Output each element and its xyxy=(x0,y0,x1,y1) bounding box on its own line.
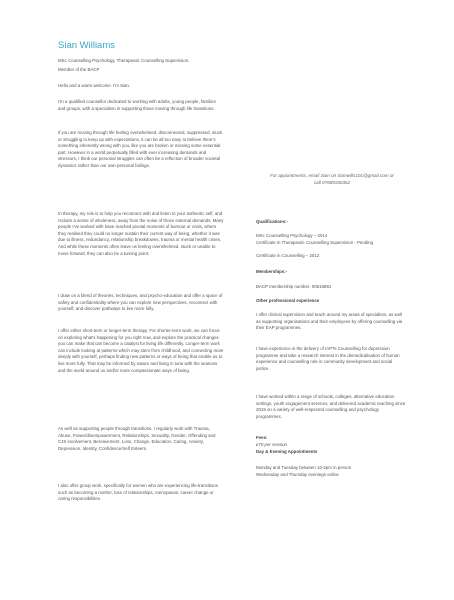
days-line-in-person: Monday and Tuesday between 10-2pm in person xyxy=(256,465,352,470)
memberships-heading: Memberships:- xyxy=(256,269,288,274)
membership-number: BACP membership number: 00616881 xyxy=(256,284,332,289)
welcome-paragraph: Hello and a warm welcome. I'm Sian. xyxy=(58,83,131,88)
fees-amount: £70 per session xyxy=(256,442,287,447)
specialisms-paragraph: As well as supporting people through transitions, I regularly work with Trauma, Abuse, Power/disempowerment, Relationships, Sexuality, Gender, Offending and CJS involvement, Bereavement, Loss, Change, Education, Caring, Anxiety, Depression, Identity, Confidence/Self Esteem. xyxy=(58,426,216,451)
appointments-note: For appointments, email Sian on Sianwills101@gmail.com or call 07889180362 xyxy=(270,173,394,185)
group-work-paragraph: I also offer group work, specifically for women who are experiencing life-transitions such as becoming a mother, loss of relationships, menopause, career change or caring responsibilities. xyxy=(58,483,219,502)
approach-paragraph: I draw on a blend of theories, techniques, and psycho-education and offer a space of safety and confidentiality where you can explore new perspectives, reconnect with yourself, and discover pathways to live more fully. xyxy=(58,293,223,312)
membership-text: Member of the BACP xyxy=(58,67,100,72)
fees-heading: Fees: xyxy=(256,435,268,440)
appointments-days-heading: Day & Evening Appointments xyxy=(256,449,318,454)
qualification-item: Certificate in Counselling – 2012 xyxy=(256,253,320,258)
qualifications-heading: Qualifications:- xyxy=(256,219,288,224)
qualification-item: MSc Counselling Psychology – 2014 xyxy=(256,233,328,238)
therapy-length-paragraph: I offer either short-term or longer-term therapy. For shorter-term work, we can focus on exploring what's happening for you right now, and explore the practical changes you can make that can become a catalyst for living life differently. Longer-term work can include looking at patterns which may stem from childhood, and connecting more deeply with yourself, perhaps finding new patterns or ways of being that enable us to live more fully. That may be informed by nature and living in tune with the seasons and the world around us and/or more compassionate ways of being. xyxy=(58,328,224,373)
therapy-role-paragraph: In therapy, my role is to help you reconnect with and listen to your authentic self, and reclaim a sense of wholeness, away from the noise of those external demands. Many people I've worked with have reached pivotal moments of burnout or crisis, where they realised they could no longer sustain their current way of being, whether it was due to illness, redundancy, relationship breakdowns, trauma or mental health crises. And while these moments often leave us feeling overwhelmed, stuck or unable to move forward, they can also be a turning point. xyxy=(58,211,224,256)
supervision-paragraph: I offer clinical supervision and teach around my areas of specialism, as well as supporting organisations and their employees by offering counselling via their EAP programmes. xyxy=(256,312,403,331)
iapt-paragraph: I have experience in the delivery of IAPTs Counselling for depression programme and take a research interest in the demedicalisation of human experience and counselling role in community development and social justice. xyxy=(256,346,400,371)
credentials-text: MSc Counselling Psychology, Therapeutic Counselling Supervision, xyxy=(58,58,190,63)
schools-paragraph: I have worked within a range of schools, colleges, alternative education settings, youth engagement services, and delivered academic teaching since 2019 on a variety of well-respected counselling and psychology programmes. xyxy=(256,394,406,419)
days-line-online: Wednesday and Thursday evenings online xyxy=(256,472,339,477)
intro-paragraph: I'm a qualified counsellor dedicated to working with adults, young people, families and groups, with a specialism in supporting those moving through life transitions. xyxy=(58,99,216,111)
other-experience-heading: Other professional experience xyxy=(256,298,320,303)
page-title: Sian Williams xyxy=(58,40,116,51)
overwhelm-paragraph: If you are moving through life feeling overwhelmed, disconnected, suppressed, stuck or struggling to keep up with expectations, it can be all too easy to believe there's something inherently wrong with you, like you are broken or missing some essential part. However in a world perpetually filled with ever increasing demands and stressors, I think our personal struggles can often be a reflection of broader societal dynamics rather than our own personal failings. xyxy=(58,130,223,168)
qualification-item: Certificate in Therapeutic Counselling Supervision - Pending xyxy=(256,240,374,245)
